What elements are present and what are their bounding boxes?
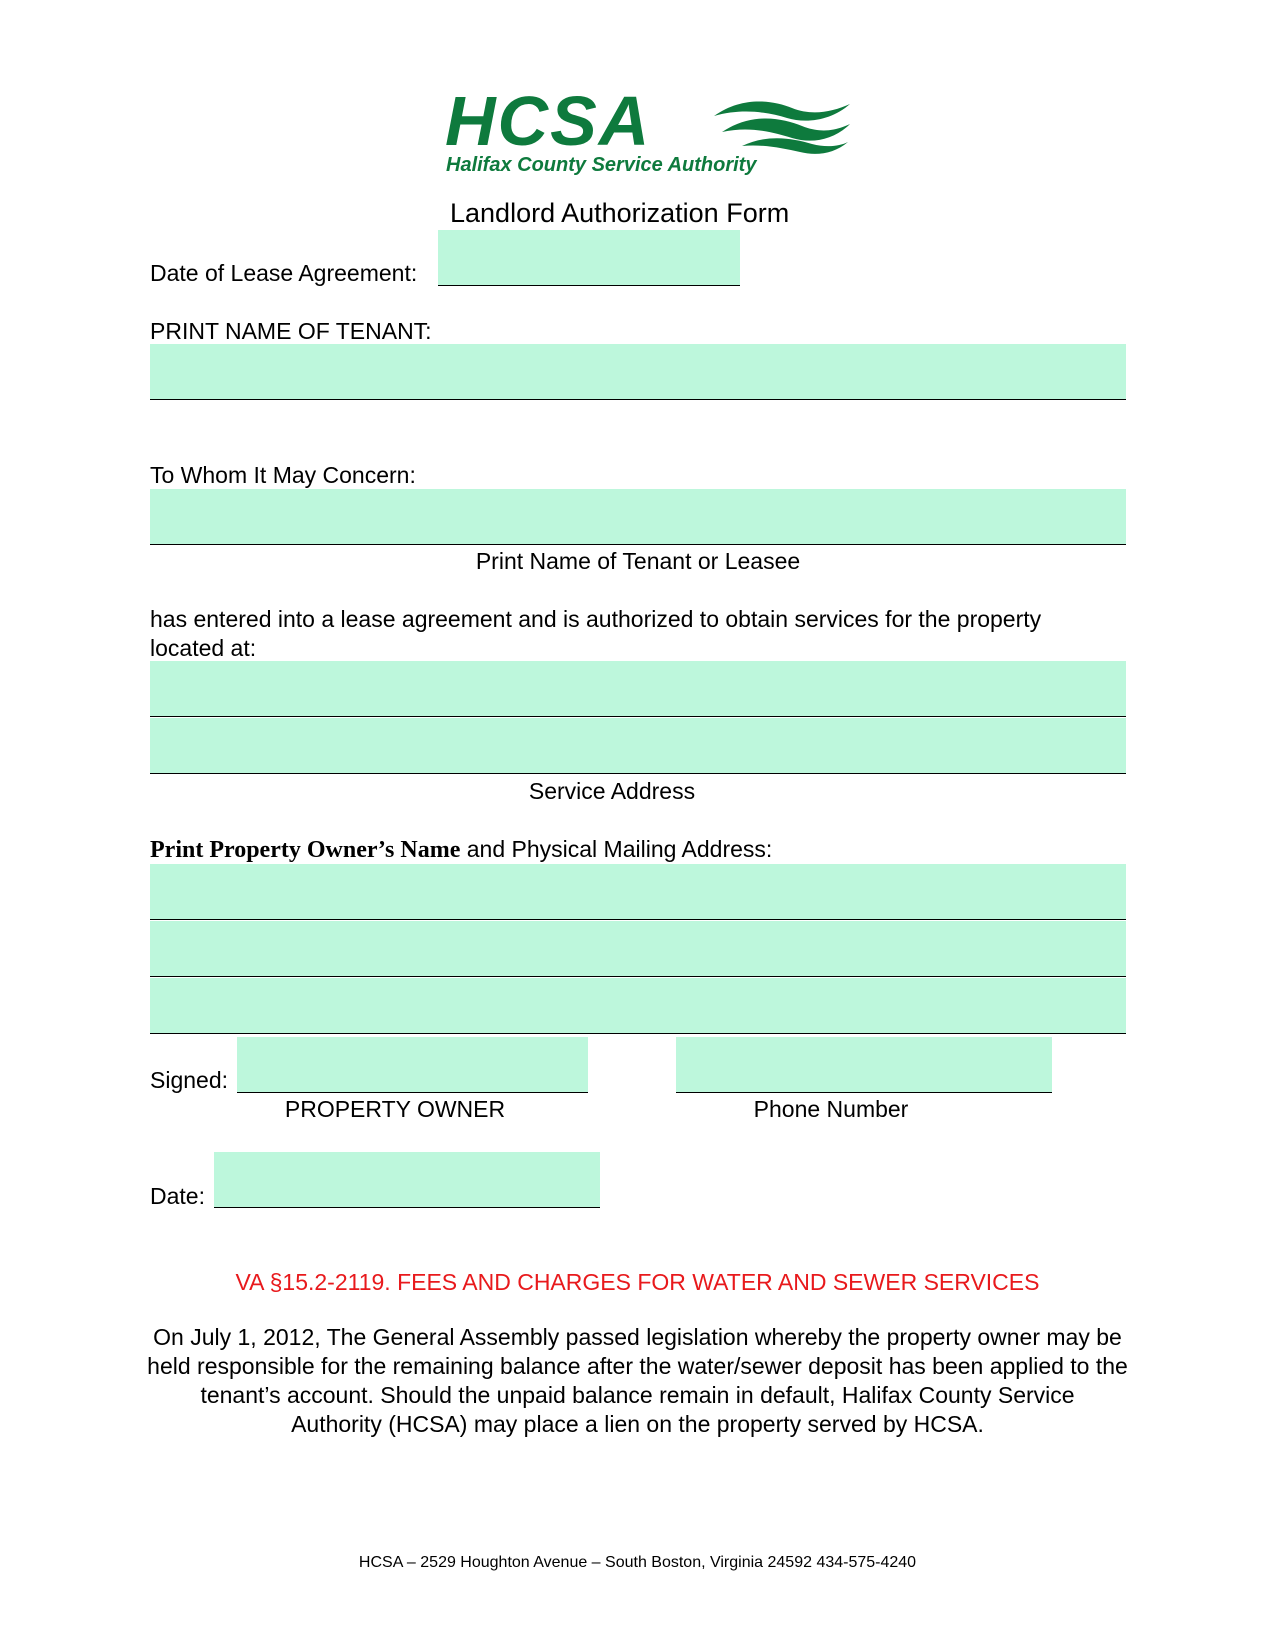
date-of-lease-field[interactable] [438,230,740,285]
logo-tagline: Halifax County Service Authority [446,154,757,176]
phone-number-field[interactable] [676,1037,1052,1092]
form-title: Landlord Authorization Form [450,198,790,228]
date-label: Date: [150,1183,205,1209]
legal-notice [140,1323,1135,1439]
owner-address-field-1[interactable] [150,864,1126,919]
owner-label [150,838,772,862]
date-of-lease-underline [438,285,740,286]
date-underline [214,1207,600,1208]
legal-notice-line2: held responsible for the remaining balance after the water/sewer deposit has been applied to the [147,1353,1128,1379]
owner-label-rest: and Physical Mailing Address: [460,836,773,862]
tenant-name-field[interactable] [150,344,1126,399]
owner-address-underline-1 [150,919,1126,920]
legal-notice-line1: On July 1, 2012, The General Assembly passed legislation whereby the property owner may be [153,1324,1122,1350]
tenant-leasee-underline [150,544,1126,545]
service-address-underline-1 [150,716,1126,717]
date-field[interactable] [214,1152,600,1207]
service-address-field-1[interactable] [150,661,1126,716]
owner-address-field-3[interactable] [150,978,1126,1033]
footer-address: HCSA – 2529 Houghton Avenue – South Boston, Virginia 24592 434-575-4240 [358,1554,917,1571]
owner-address-underline-3 [150,1033,1126,1034]
owner-address-field-2[interactable] [150,921,1126,976]
legal-notice-line3: tenant’s account. Should the unpaid balance remain in default, Halifax County Service [200,1382,1075,1408]
owner-label-bold: Print Property Owner’s Name [150,837,461,863]
statute-heading: VA §15.2-2119. FEES AND CHARGES FOR WATER AND SEWER SERVICES [235,1269,1040,1295]
owner-address-underline-2 [150,976,1126,977]
legal-notice-line4: Authority (HCSA) may place a lien on the property served by HCSA. [291,1411,984,1437]
date-of-lease-label: Date of Lease Agreement: [150,260,418,286]
owner-signature-field[interactable] [237,1037,588,1092]
phone-caption: Phone Number [753,1096,909,1122]
tenant-caption: Print Name of Tenant or Leasee [475,548,801,574]
phone-number-underline [676,1092,1052,1093]
tenant-leasee-field[interactable] [150,489,1126,544]
to-whom-label: To Whom It May Concern: [150,462,416,488]
logo-wordmark: HCSA [445,82,652,160]
signed-label: Signed: [150,1067,229,1093]
lease-statement-line2: located at: [150,635,257,661]
lease-statement-line1: has entered into a lease agreement and is authorized to obtain services for the property [150,606,1042,632]
owner-signature-underline [237,1092,588,1093]
wave-icon [712,98,852,158]
tenant-name-underline [150,399,1126,400]
property-owner-caption: PROPERTY OWNER [284,1096,506,1122]
service-address-field-2[interactable] [150,718,1126,773]
service-address-caption: Service Address [528,778,696,804]
service-address-underline-2 [150,773,1126,774]
print-name-label: PRINT NAME OF TENANT: [150,318,432,344]
